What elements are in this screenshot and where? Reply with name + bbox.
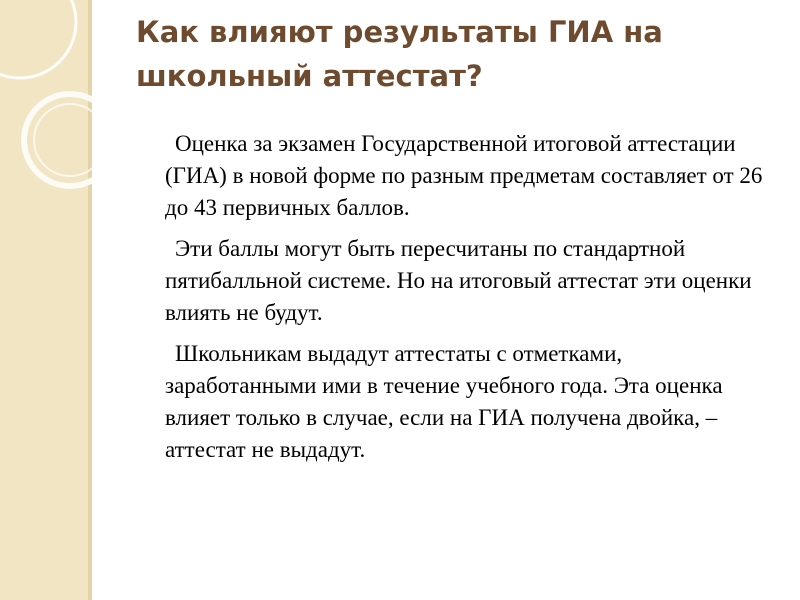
paragraph-exam-score-text: Оценка за экзамен Государственной итоговой аттестации (ГИА) в новой форме по разным предметам составляет от 26 до 43 первичных баллов.	[165, 131, 763, 220]
paragraph-five-point-scale	[165, 233, 775, 329]
paragraph-certificate-grades	[165, 338, 775, 466]
slide-title: Как влияют результаты ГИА на школьный аттестат?	[136, 15, 663, 93]
paragraph-five-point-scale-text: Эти баллы могут быть пересчитаны по стандартной пятибалльной системе. Но на итоговый аттестат эти оценки влиять не будут.	[165, 236, 752, 325]
paragraph-exam-score	[165, 128, 775, 224]
decorative-rings	[0, 0, 92, 260]
paragraph-certificate-grades-text: Школьникам выдадут аттестаты с отметками, заработанными ими в течение учебного года. Эта оценка влияет только в случае, если на ГИА получена двойка, – аттестат не выдадут.	[165, 341, 723, 462]
slide-body	[165, 128, 775, 475]
